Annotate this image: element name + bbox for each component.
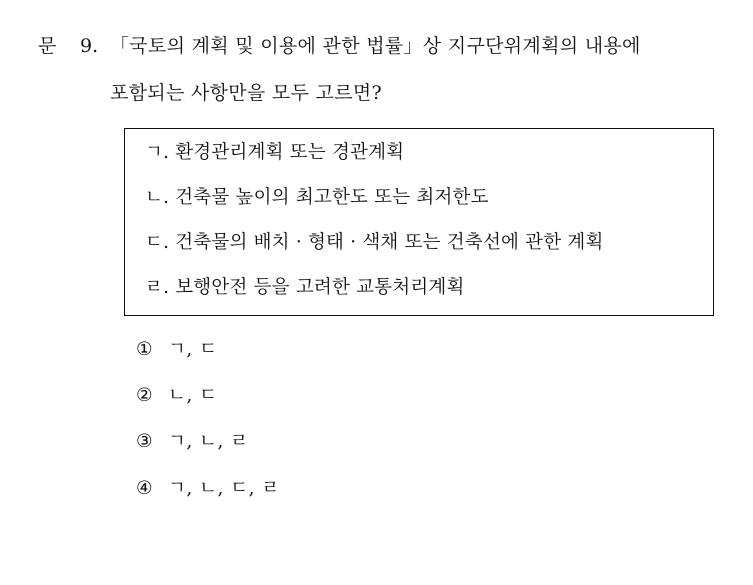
- option-text: ㄱ, ㄷ: [168, 339, 218, 360]
- answer-option-2[interactable]: [136, 382, 218, 410]
- question-label: 문: [38, 35, 57, 57]
- answer-option-3[interactable]: [136, 428, 249, 456]
- option-text: ㄱ, ㄴ, ㄷ, ㄹ: [168, 478, 280, 499]
- statement-item-nieun: ㄴ. 건축물 높이의 최고한도 또는 최저한도: [145, 187, 489, 208]
- statement-item-digeut: ㄷ. 건축물의 배치 · 형태 · 색채 또는 건축선에 관한 계획: [145, 232, 604, 253]
- option-text: ㄱ, ㄴ, ㄹ: [168, 431, 249, 452]
- option-marker: ④: [136, 478, 154, 499]
- answer-option-1[interactable]: [136, 336, 218, 364]
- statement-item-giyeok: ㄱ. 환경관리계획 또는 경관계획: [145, 142, 405, 163]
- option-marker: ③: [136, 431, 154, 452]
- answer-option-4[interactable]: [136, 475, 280, 503]
- statement-item-rieul: ㄹ. 보행안전 등을 고려한 교통처리계획: [145, 277, 465, 298]
- option-text: ㄴ, ㄷ: [168, 385, 218, 406]
- question-text-line-1: 「국토의 계획 및 이용에 관한 법률」상 지구단위계획의 내용에: [110, 35, 641, 57]
- option-marker: ②: [136, 385, 154, 406]
- question-text-line-2: 포함되는 사항만을 모두 고르면?: [110, 82, 383, 104]
- option-marker: ①: [136, 339, 154, 360]
- question-number: 9.: [80, 35, 99, 57]
- statement-box: [124, 128, 714, 316]
